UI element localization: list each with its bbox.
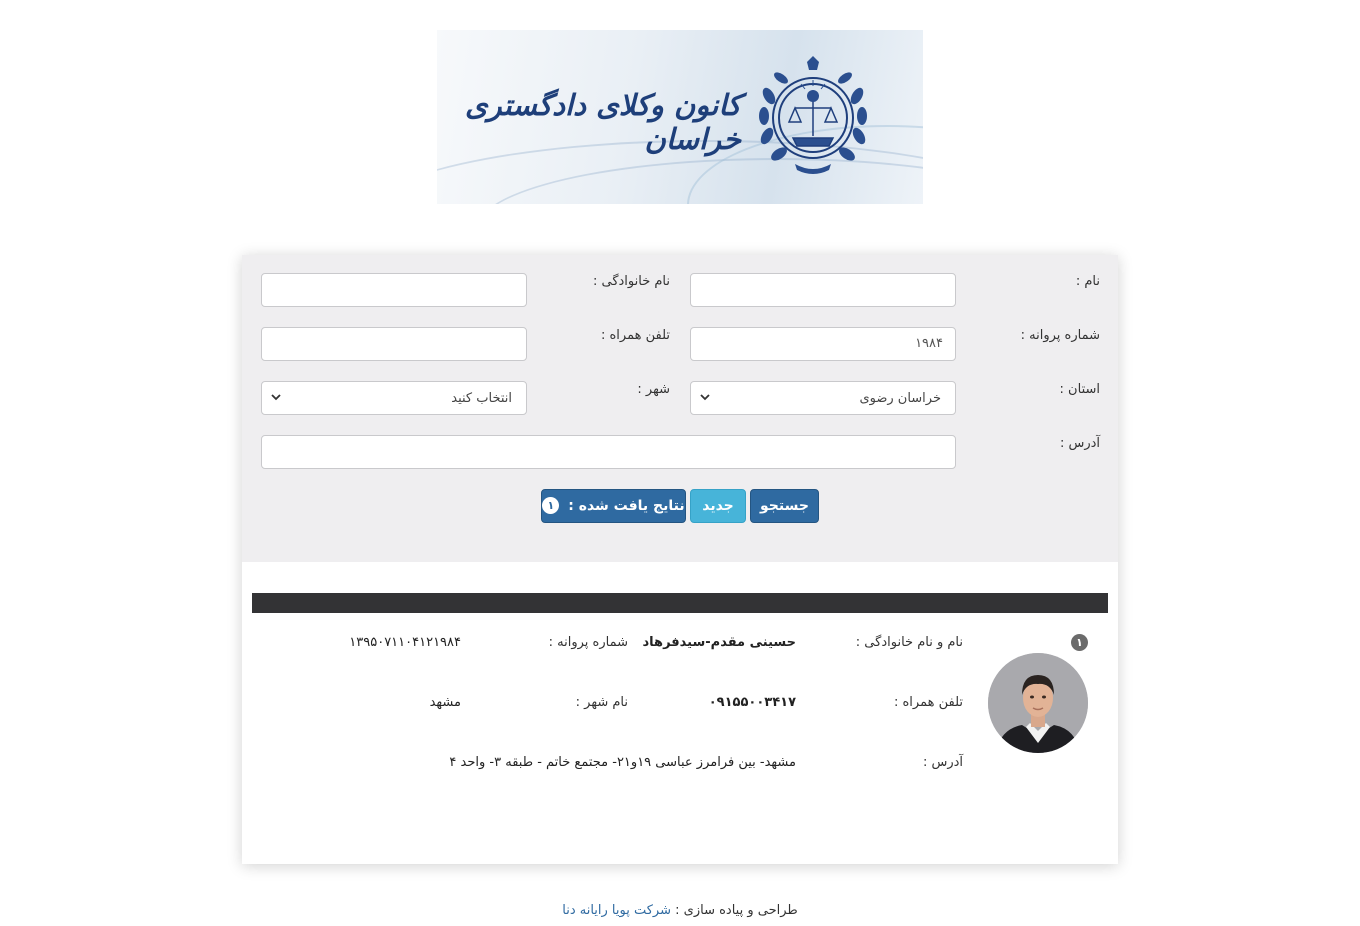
mobile-input[interactable] [261,327,527,361]
city-select[interactable] [261,381,527,415]
mobile-result-label: تلفن همراه : [893,695,963,710]
search-form [242,255,1118,562]
results-label: نتایج یافت شده : [568,498,685,514]
mobile-result-value: ۰۹۱۵۵۰۰۳۴۱۷ [708,695,796,710]
footer-company-link[interactable]: شرکت پویا رایانه دنا [562,903,671,918]
address-result-value: مشهد- بین فرامرز عباسی ۱۹و۲۱- مجتمع خاتم - طبقه ۳- واحد ۴ [449,755,796,770]
footer [0,903,1360,918]
bar-association-emblem-icon [755,56,875,180]
results-header-bar [252,593,1108,613]
header-banner [437,30,923,204]
banner-title: کانون وکلای دادگستری خراسان [464,88,741,156]
city-result-value: مشهد [429,695,461,710]
result-index-badge: ۱ [1071,634,1088,651]
last-name-input[interactable] [261,273,527,307]
province-selected-value: خراسان رضوی [859,391,941,406]
city-result-label: نام شهر : [575,695,628,710]
first-name-input[interactable] [690,273,956,307]
city-selected-value: انتخاب کنید [451,391,512,406]
footer-prefix: طراحی و پیاده سازی : [675,903,798,918]
results-count-badge: ۱ [542,497,559,514]
lawyer-photo-icon [988,653,1088,753]
lawyer-search-panel [242,255,1118,864]
license-label: شماره پروانه : [548,635,628,650]
first-name-label: نام : [1075,274,1100,289]
address-label: آدرس : [1059,436,1100,451]
chevron-down-icon [270,391,282,403]
license-value: ۱۳۹۵۰۷۱۱۰۴۱۲۱۹۸۴ [349,635,461,650]
license-number-input[interactable]: ۱۹۸۴ [690,327,956,361]
city-label: شهر : [637,382,670,397]
mobile-label: تلفن همراه : [600,328,670,343]
last-name-label: نام خانوادگی : [592,274,670,289]
address-result-label: آدرس : [922,755,963,770]
results-count-button[interactable] [541,489,686,523]
full-name-label: نام و نام خانوادگی : [855,635,963,650]
address-input[interactable] [261,435,956,469]
avatar [988,653,1088,753]
license-number-label: شماره پروانه : [1020,328,1100,343]
full-name-value: حسینی مقدم-سیدفرهاد [642,635,796,650]
new-button[interactable]: جدید [690,489,746,523]
province-label: استان : [1059,382,1100,397]
search-button[interactable]: جستجو [750,489,819,523]
province-select[interactable] [690,381,956,415]
chevron-down-icon [699,391,711,403]
